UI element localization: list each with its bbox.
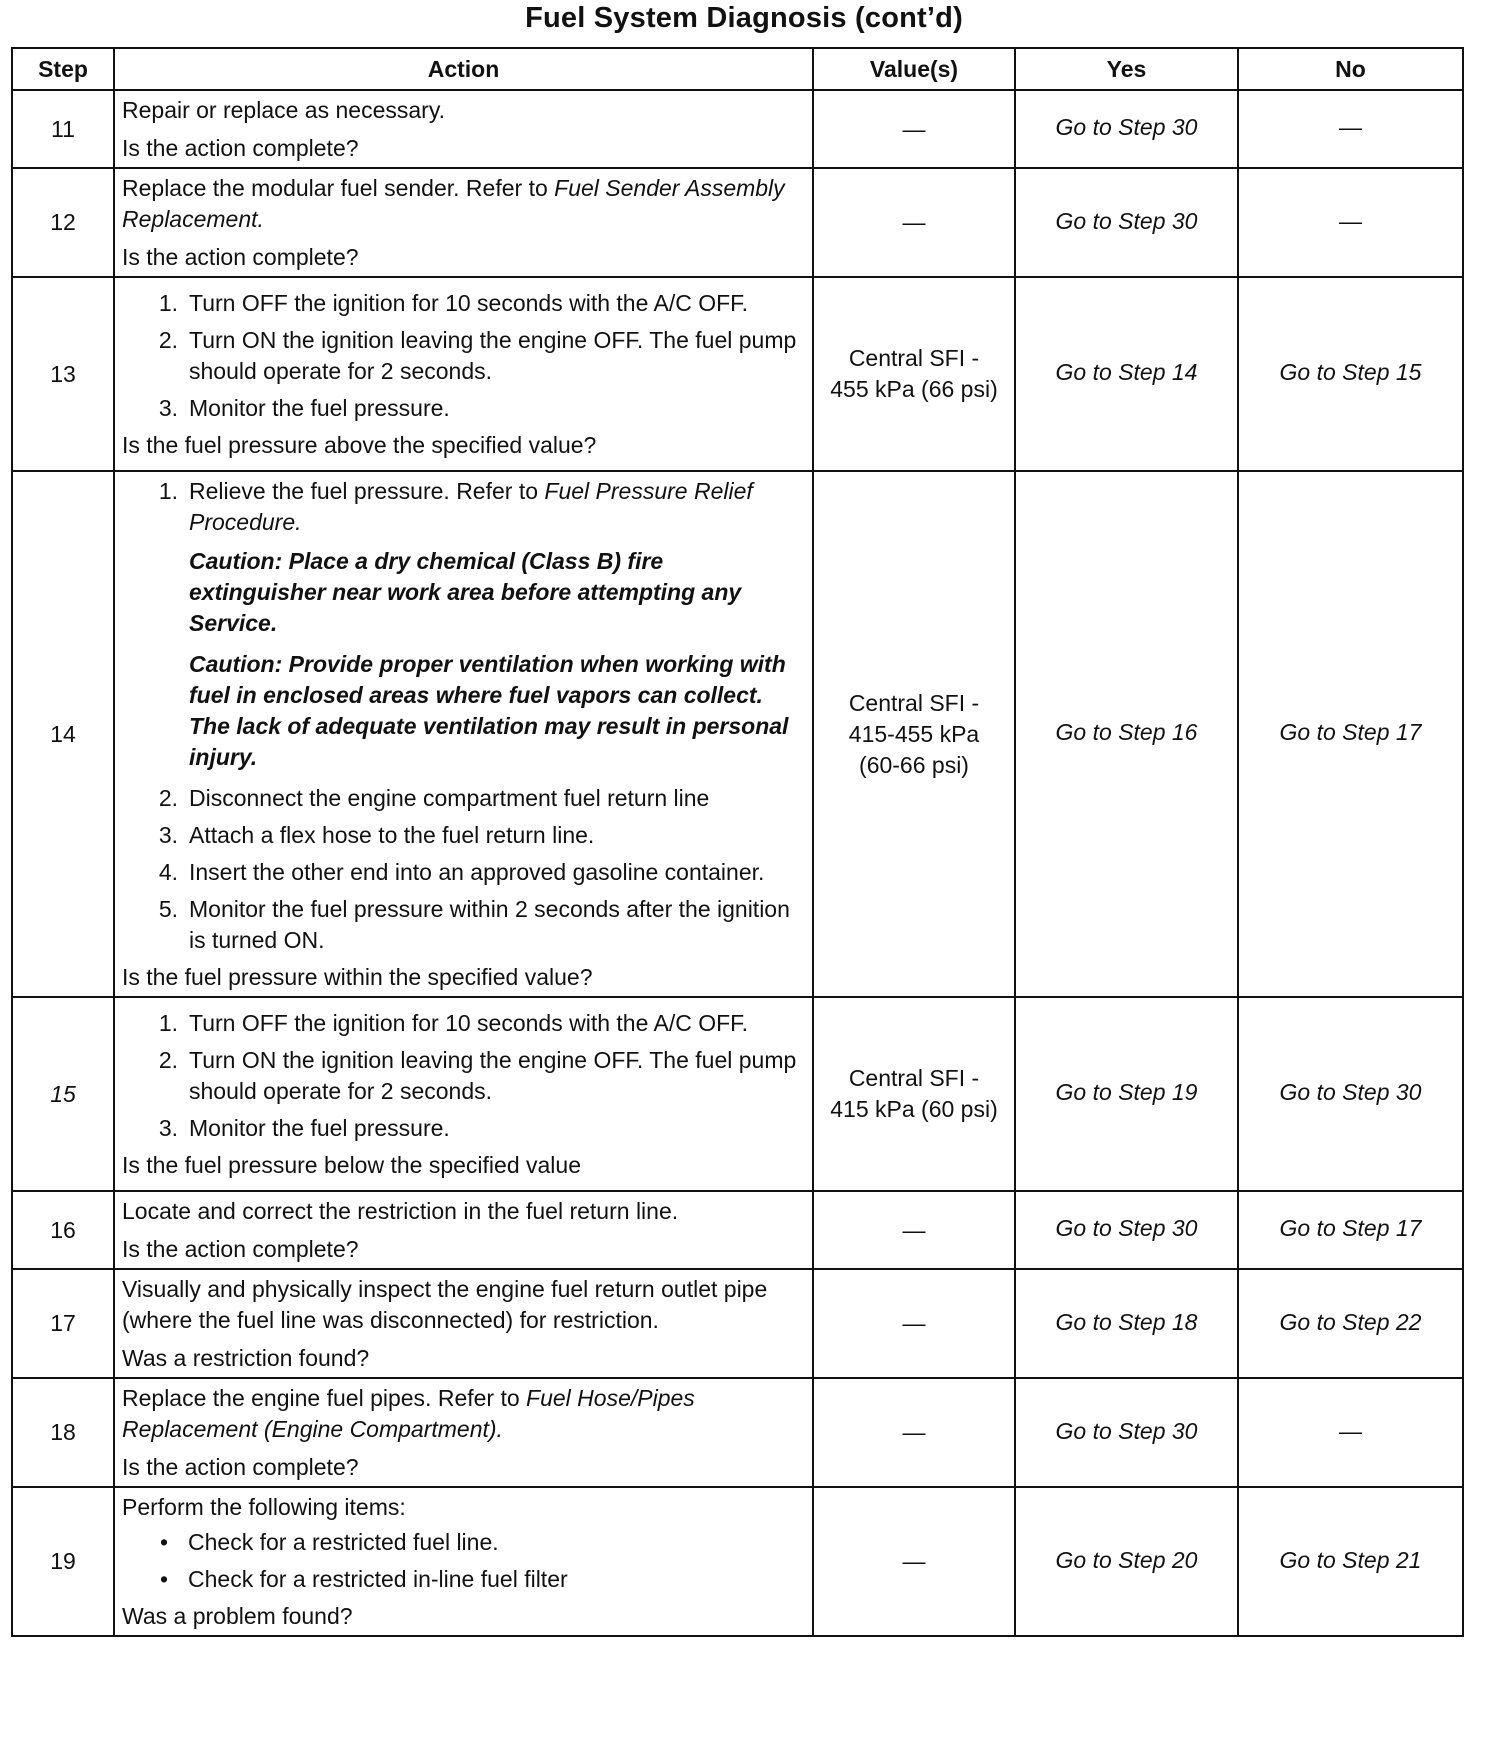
header-values: Value(s)	[813, 48, 1015, 90]
list-item-text: Attach a flex hose to the fuel return line.	[189, 822, 595, 848]
procedure-list	[122, 476, 806, 956]
action-text	[122, 173, 806, 235]
action-cell	[114, 277, 813, 471]
table-row-step-19	[12, 1487, 1463, 1636]
table-row-step-17	[12, 1269, 1463, 1378]
step-number: 16	[12, 1191, 114, 1269]
caution-note: Caution: Place a dry chemical (Class B) fire extinguisher near work area before attempting any Service.	[189, 548, 742, 636]
diagnosis-table	[11, 47, 1464, 1637]
list-item-number: 5.	[158, 896, 178, 922]
no-cell: Go to Step 21	[1238, 1487, 1463, 1636]
list-item-text: Turn ON the ignition leaving the engine OFF. The fuel pump should operate for 2 seconds.	[189, 1047, 797, 1104]
no-cell: —	[1238, 1378, 1463, 1487]
value-line: Central SFI -	[848, 1065, 980, 1091]
action-cell	[114, 168, 813, 277]
action-question: Was a restriction found?	[122, 1345, 370, 1371]
yes-cell: Go to Step 18	[1015, 1269, 1238, 1378]
value-cell: —	[813, 90, 1015, 168]
action-text: Perform the following items:	[122, 1494, 406, 1520]
list-item-text: Monitor the fuel pressure.	[189, 395, 450, 421]
step-number: 13	[12, 277, 114, 471]
table-row-step-16	[12, 1191, 1463, 1269]
no-cell: Go to Step 15	[1238, 277, 1463, 471]
action-text-lead: Replace the modular fuel sender. Refer to	[122, 175, 555, 201]
bullet-icon: •	[160, 1529, 169, 1555]
list-item	[122, 894, 806, 956]
list-item-text: Monitor the fuel pressure within 2 seconds after the ignition is turned ON.	[189, 896, 790, 953]
bullet-icon: •	[160, 1566, 169, 1592]
action-text: Repair or replace as necessary.	[122, 97, 445, 123]
action-cell	[114, 1378, 813, 1487]
no-cell: Go to Step 22	[1238, 1269, 1463, 1378]
value-line: Central SFI -	[848, 345, 980, 371]
value-cell: —	[813, 1487, 1015, 1636]
value-line: (60-66 psi)	[859, 751, 969, 778]
list-item	[122, 1113, 806, 1144]
table-row-step-18	[12, 1378, 1463, 1487]
table-row-step-12	[12, 168, 1463, 277]
list-item-number: 2.	[158, 327, 178, 353]
value-cell: —	[813, 168, 1015, 277]
step-number: 12	[12, 168, 114, 277]
value-line: Central SFI -	[848, 689, 980, 716]
action-text-lead: Replace the engine fuel pipes. Refer to	[122, 1385, 527, 1411]
list-item-text: Disconnect the engine compartment fuel return line	[189, 785, 710, 811]
list-item-number: 1.	[158, 478, 178, 504]
action-question: Is the action complete?	[122, 1454, 359, 1480]
step-number: 15	[12, 997, 114, 1191]
procedure-reference: Fuel Pressure Relief Procedure.	[189, 478, 753, 535]
value-cell: —	[813, 1191, 1015, 1269]
list-item-text: Relieve the fuel pressure. Refer to	[189, 478, 545, 504]
yes-cell: Go to Step 19	[1015, 997, 1238, 1191]
bullet-list	[122, 1527, 806, 1595]
caution-note: Caution: Provide proper ventilation when working with fuel in enclosed areas where fuel vapors can collect. The lack of adequate ventilation may result in personal injury.	[189, 651, 789, 770]
list-item	[122, 288, 806, 319]
action-cell	[114, 1487, 813, 1636]
yes-cell: Go to Step 16	[1015, 471, 1238, 997]
list-item-text: Turn OFF the ignition for 10 seconds with the A/C OFF.	[189, 1010, 749, 1036]
no-cell: —	[1238, 90, 1463, 168]
action-cell	[114, 1191, 813, 1269]
list-item-number: 4.	[158, 859, 178, 885]
yes-cell: Go to Step 14	[1015, 277, 1238, 471]
yes-cell: Go to Step 30	[1015, 1378, 1238, 1487]
list-item-number: 3.	[158, 1115, 178, 1141]
header-yes: Yes	[1015, 48, 1238, 90]
header-step: Step	[12, 48, 114, 90]
list-item	[122, 325, 806, 387]
yes-cell: Go to Step 30	[1015, 1191, 1238, 1269]
value-cell	[813, 277, 1015, 471]
list-item-number: 1.	[158, 1010, 178, 1036]
list-item	[122, 1045, 806, 1107]
table-row-step-14	[12, 471, 1463, 997]
action-question: Is the action complete?	[122, 1236, 359, 1262]
no-cell: Go to Step 30	[1238, 997, 1463, 1191]
header-row	[12, 48, 1463, 90]
list-item	[122, 1008, 806, 1039]
value-line: 455 kPa (66 psi)	[830, 376, 998, 402]
list-item-text: Insert the other end into an approved gasoline container.	[189, 859, 765, 885]
step-number: 14	[12, 471, 114, 997]
list-item	[122, 1527, 806, 1558]
action-question: Is the action complete?	[122, 135, 359, 161]
procedure-list	[122, 288, 806, 424]
list-item-text: Monitor the fuel pressure.	[189, 1115, 450, 1141]
list-item-number: 3.	[158, 822, 178, 848]
list-item	[122, 820, 806, 851]
table-row-step-15	[12, 997, 1463, 1191]
list-item-text: Turn ON the ignition leaving the engine OFF. The fuel pump should operate for 2 seconds.	[189, 327, 797, 384]
list-item-number: 2.	[158, 785, 178, 811]
action-cell	[114, 1269, 813, 1378]
list-item-text: Check for a restricted fuel line.	[188, 1529, 499, 1555]
no-cell: —	[1238, 168, 1463, 277]
header-no: No	[1238, 48, 1463, 90]
procedure-list	[122, 1008, 806, 1144]
no-cell: Go to Step 17	[1238, 1191, 1463, 1269]
yes-cell: Go to Step 30	[1015, 168, 1238, 277]
list-item-number: 1.	[158, 290, 178, 316]
action-text	[122, 1383, 806, 1445]
yes-cell: Go to Step 20	[1015, 1487, 1238, 1636]
page-title: Fuel System Diagnosis (cont’d)	[525, 2, 963, 34]
action-text: Locate and correct the restriction in the fuel return line.	[122, 1198, 679, 1224]
no-cell: Go to Step 17	[1238, 471, 1463, 997]
list-item	[122, 857, 806, 888]
step-number: 11	[12, 90, 114, 168]
value-cell: —	[813, 1269, 1015, 1378]
value-cell	[813, 997, 1015, 1191]
value-line: 415 kPa (60 psi)	[830, 1096, 998, 1122]
table-row-step-11	[12, 90, 1463, 168]
action-cell	[114, 997, 813, 1191]
step-number: 19	[12, 1487, 114, 1636]
action-question: Is the action complete?	[122, 244, 359, 270]
list-item	[122, 1564, 806, 1595]
list-item-text: Check for a restricted in-line fuel filter	[188, 1566, 568, 1592]
action-question: Is the fuel pressure within the specified value?	[122, 964, 593, 990]
value-line: 415-455 kPa	[848, 720, 980, 747]
table-row-step-13	[12, 277, 1463, 471]
value-cell: —	[813, 1378, 1015, 1487]
action-text: Visually and physically inspect the engine fuel return outlet pipe (where the fuel line was disconnected) for restriction.	[122, 1276, 768, 1333]
list-item	[122, 393, 806, 424]
step-number: 18	[12, 1378, 114, 1487]
procedure-reference: Fuel Hose/Pipes Replacement (Engine Compartment).	[122, 1385, 695, 1442]
list-item-text: Turn OFF the ignition for 10 seconds with the A/C OFF.	[189, 290, 749, 316]
step-number: 17	[12, 1269, 114, 1378]
yes-cell: Go to Step 30	[1015, 90, 1238, 168]
list-item-number: 3.	[158, 395, 178, 421]
action-cell	[114, 90, 813, 168]
action-question: Was a problem found?	[122, 1603, 353, 1629]
header-action: Action	[114, 48, 813, 90]
list-item	[122, 783, 806, 814]
list-item	[122, 476, 806, 773]
action-question: Is the fuel pressure above the specified value?	[122, 432, 597, 458]
action-cell	[114, 471, 813, 997]
value-cell	[813, 471, 1015, 997]
list-item-number: 2.	[158, 1047, 178, 1073]
action-question: Is the fuel pressure below the specified value	[122, 1152, 581, 1178]
procedure-reference: Fuel Sender Assembly Replacement.	[122, 175, 785, 232]
